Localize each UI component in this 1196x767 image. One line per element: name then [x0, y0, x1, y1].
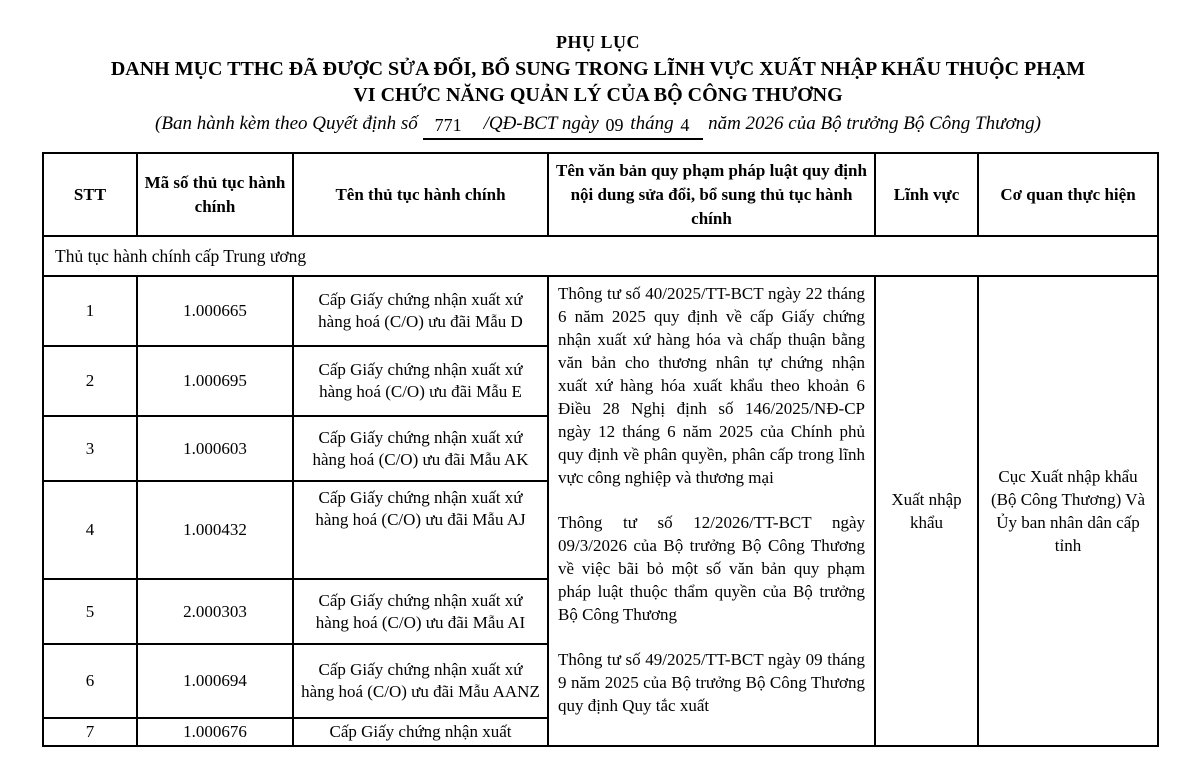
code-cell: 2.000303 — [137, 579, 293, 644]
code-cell: 1.000432 — [137, 481, 293, 579]
document-header — [0, 32, 1196, 140]
column-header-legal-document: Tên văn bản quy phạm pháp luật quy định nội dung sửa đổi, bổ sung thủ tục hành chính — [548, 153, 875, 236]
column-header-agency: Cơ quan thực hiện — [978, 153, 1158, 236]
code-cell: 1.000665 — [137, 276, 293, 346]
table-row — [43, 276, 1158, 346]
procedure-name-cell: Cấp Giấy chứng nhận xuất xứ hàng hoá (C/O) ưu đãi Mẫu AJ — [293, 481, 548, 579]
issuance-thang-text: tháng — [630, 113, 674, 134]
legal-paragraph: Thông tư số 49/2025/TT-BCT ngày 09 tháng 9 năm 2025 của Bộ trưởng Bộ Công Thương quy định Quy tắc xuất — [558, 650, 865, 715]
decision-number: 771 — [434, 115, 462, 135]
section-row — [43, 236, 1158, 276]
procedure-name-cell: Cấp Giấy chứng nhận xuất — [293, 718, 548, 746]
column-header-field: Lĩnh vực — [875, 153, 978, 236]
code-cell: 1.000676 — [137, 718, 293, 746]
stt-cell: 2 — [43, 346, 137, 416]
legal-text — [558, 282, 865, 717]
decision-blank-underline — [423, 112, 704, 140]
subtitle-line-2: VI CHỨC NĂNG QUẢN LÝ CỦA BỘ CÔNG THƯƠNG — [353, 84, 843, 106]
legal-paragraph: Thông tư số 12/2026/TT-BCT ngày 09/3/2026 của Bộ trưởng Bộ Công Thương về việc bãi bỏ một số văn bản quy phạm pháp luật thuộc thẩm quyền của Bộ trưởng Bộ Công Thương — [558, 513, 865, 624]
page-title: PHỤ LỤC — [556, 32, 640, 52]
agency-cell: Cục Xuất nhập khẩu (Bộ Công Thương) Và Ủy ban nhân dân cấp tỉnh — [978, 276, 1158, 746]
issuance-prefix: (Ban hành kèm theo Quyết định số — [155, 113, 418, 134]
section-label: Thủ tục hành chính cấp Trung ương — [43, 236, 1158, 276]
field-cell: Xuất nhập khẩu — [875, 276, 978, 746]
procedure-name-cell: Cấp Giấy chứng nhận xuất xứ hàng hoá (C/O) ưu đãi Mẫu AANZ — [293, 644, 548, 718]
column-header-procedure-name: Tên thủ tục hành chính — [293, 153, 548, 236]
procedure-name-cell: Cấp Giấy chứng nhận xuất xứ hàng hoá (C/O) ưu đãi Mẫu AI — [293, 579, 548, 644]
stt-cell: 3 — [43, 416, 137, 481]
decision-month: 4 — [680, 115, 690, 135]
stt-cell: 5 — [43, 579, 137, 644]
procedure-name-cell: Cấp Giấy chứng nhận xuất xứ hàng hoá (C/O) ưu đãi Mẫu AK — [293, 416, 548, 481]
issuance-suffix: năm 2026 của Bộ trưởng Bộ Công Thương) — [708, 113, 1041, 134]
decision-day: 09 — [605, 115, 624, 135]
code-cell: 1.000694 — [137, 644, 293, 718]
procedure-name-cell: Cấp Giấy chứng nhận xuất xứ hàng hoá (C/O) ưu đãi Mẫu E — [293, 346, 548, 416]
appendix-table — [42, 152, 1159, 747]
legal-paragraph: Thông tư số 40/2025/TT-BCT ngày 22 tháng 6 năm 2025 quy định về cấp Giấy chứng nhận xuất xứ hàng hóa và chấp thuận bằng văn bản cho thương nhân tự chứng nhận xuất xứ hàng hóa xuất khẩu theo khoản 6 Điều 28 Nghị định số 146/2025/NĐ-CP ngày 12 tháng 6 năm 2025 của Chính phủ quy định về phân quyền, phân cấp trong lĩnh vực công nghiệp và thương mại — [558, 284, 865, 487]
stt-cell: 4 — [43, 481, 137, 579]
subtitle-line-1: DANH MỤC TTHC ĐÃ ĐƯỢC SỬA ĐỔI, BỔ SUNG TRONG LĨNH VỰC XUẤT NHẬP KHẨU THUỘC PHẠM — [110, 58, 1086, 80]
stt-cell: 1 — [43, 276, 137, 346]
code-cell: 1.000603 — [137, 416, 293, 481]
stt-cell: 7 — [43, 718, 137, 746]
issuance-line — [0, 112, 1196, 140]
column-header-stt: STT — [43, 153, 137, 236]
document-subtitle — [0, 56, 1196, 108]
procedure-name-cell: Cấp Giấy chứng nhận xuất xứ hàng hoá (C/O) ưu đãi Mẫu D — [293, 276, 548, 346]
table-header-row — [43, 153, 1158, 236]
issuance-qd-text: /QĐ-BCT ngày — [483, 113, 599, 134]
legal-text-cell — [548, 276, 875, 746]
column-header-code: Mã số thủ tục hành chính — [137, 153, 293, 236]
stt-cell: 6 — [43, 644, 137, 718]
code-cell: 1.000695 — [137, 346, 293, 416]
